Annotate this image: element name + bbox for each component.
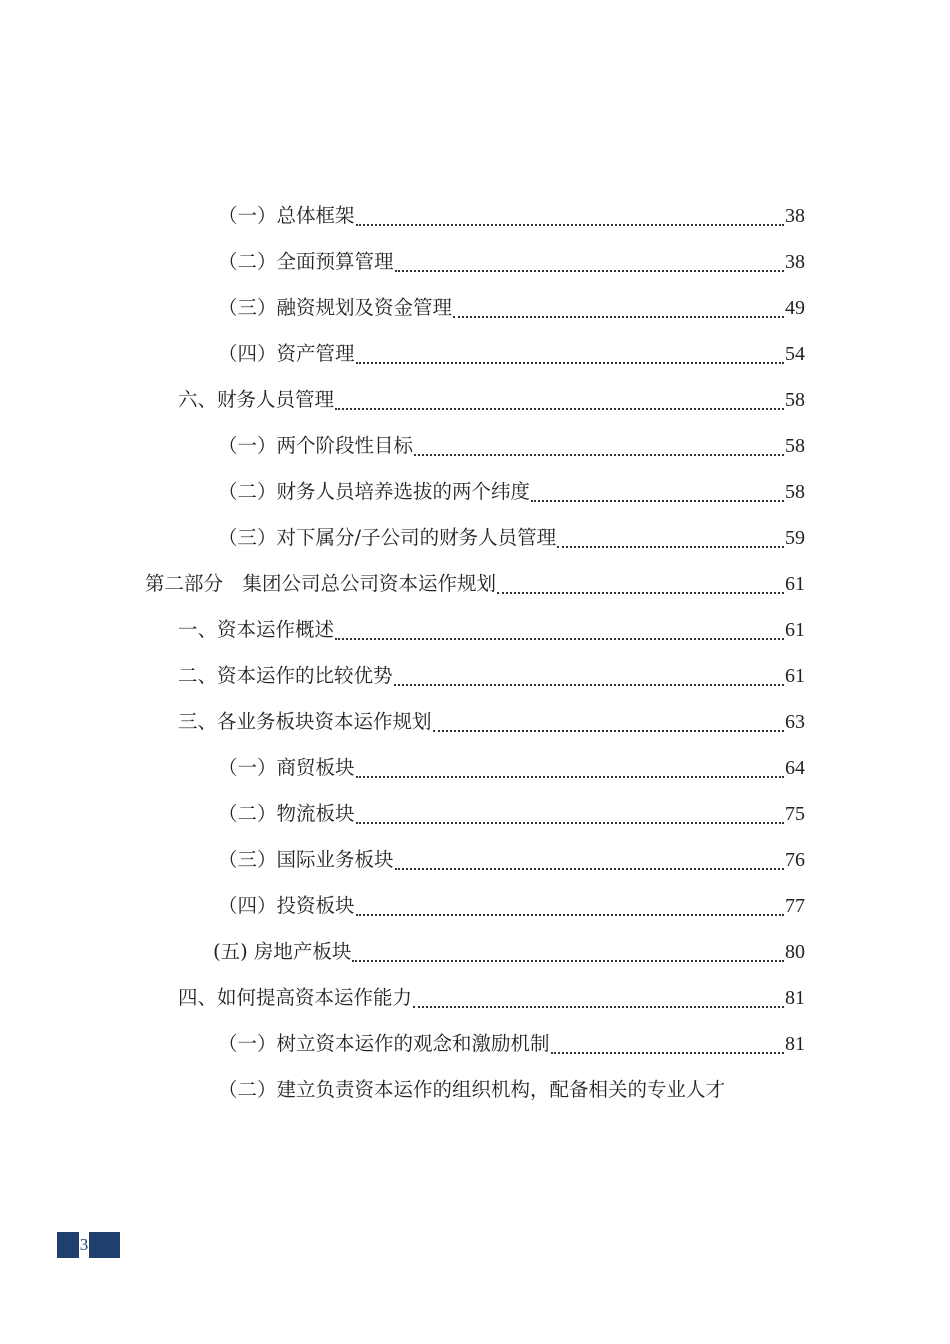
toc-entry-label: （四）投资板块: [218, 894, 355, 917]
toc-entry-label: （四）资产管理: [218, 342, 355, 365]
toc-entry-label: 四、如何提高资本运作能力: [178, 986, 413, 1009]
toc-entry[interactable]: [178, 617, 805, 643]
toc-entry-label: 六、财务人员管理: [178, 388, 335, 411]
toc-entry[interactable]: [218, 893, 805, 919]
toc-entry[interactable]: [218, 1031, 805, 1057]
toc-entry-page: 61: [785, 665, 805, 687]
toc-entry-page: 63: [785, 711, 805, 733]
dot-leader: [497, 591, 784, 594]
toc-entry-label: 第二部分 集团公司总公司资本运作规划: [145, 572, 497, 595]
toc-entry-page: 76: [785, 849, 805, 871]
footer-block-left: [57, 1232, 79, 1258]
toc-entry-page: 64: [785, 757, 805, 779]
toc-entry[interactable]: [218, 433, 805, 459]
toc-entry[interactable]: [178, 387, 805, 413]
dot-leader: [453, 315, 784, 318]
footer-block-right: [89, 1232, 120, 1258]
toc-entry-label: 三、各业务板块资本运作规划: [178, 710, 432, 733]
dot-leader: [356, 361, 784, 364]
toc-entry-label: 二、资本运作的比较优势: [178, 664, 393, 687]
dot-leader: [531, 499, 784, 502]
toc-entry[interactable]: [218, 341, 805, 367]
dot-leader: [433, 729, 784, 732]
dot-leader: [413, 1005, 784, 1008]
page-footer: [57, 1232, 120, 1258]
toc-entry-label: （二）建立负责资本运作的组织机构，配备相关的专业人才: [218, 1078, 726, 1101]
dot-leader: [356, 913, 784, 916]
dot-leader: [356, 223, 784, 226]
toc-entry-label: （二）财务人员培养选拔的两个纬度: [218, 480, 531, 503]
toc-entry[interactable]: [145, 571, 805, 597]
toc-entry-page: 38: [785, 251, 805, 273]
dot-leader: [551, 1051, 784, 1054]
toc-entry-label: （一）总体框架: [218, 204, 355, 227]
toc-entry[interactable]: [178, 709, 805, 735]
toc-entry-page: 81: [785, 987, 805, 1009]
toc-entry[interactable]: [218, 755, 805, 781]
toc-entry-page: 61: [785, 573, 805, 595]
toc-entry-label: （二）全面预算管理: [218, 250, 394, 273]
toc-entry[interactable]: [218, 479, 805, 505]
dot-leader: [335, 637, 784, 640]
dot-leader: [352, 959, 784, 962]
toc-entry-label: （三）融资规划及资金管理: [218, 296, 453, 319]
toc-entry[interactable]: [218, 801, 805, 827]
toc-entry-label: （一）商贸板块: [218, 756, 355, 779]
dot-leader: [335, 407, 784, 410]
toc-entry[interactable]: [218, 525, 805, 551]
dot-leader: [414, 453, 784, 456]
toc-entry-page: 61: [785, 619, 805, 641]
toc-entry-label: （二）物流板块: [218, 802, 355, 825]
toc-entry-page: 75: [785, 803, 805, 825]
toc-entry-page: 58: [785, 435, 805, 457]
toc-entry-label: (五) 房地产板块: [213, 940, 352, 963]
toc-entry-page: 49: [785, 297, 805, 319]
toc-entry-page: 58: [785, 389, 805, 411]
toc-entry[interactable]: [213, 939, 805, 965]
page-number: 3: [79, 1232, 89, 1258]
toc-entry[interactable]: [178, 663, 805, 689]
toc-entry[interactable]: [218, 295, 805, 321]
toc-entry-page: 59: [785, 527, 805, 549]
toc-entry[interactable]: [218, 203, 805, 229]
dot-leader: [395, 269, 784, 272]
toc-entry[interactable]: [218, 1077, 725, 1103]
toc-entry-page: 38: [785, 205, 805, 227]
toc-entry-page: 80: [785, 941, 805, 963]
toc-entry-label: 一、资本运作概述: [178, 618, 335, 641]
toc-entry[interactable]: [218, 249, 805, 275]
toc-entry-page: 58: [785, 481, 805, 503]
dot-leader: [557, 545, 784, 548]
dot-leader: [395, 867, 784, 870]
toc-entry-label: （一）两个阶段性目标: [218, 434, 414, 457]
toc-entry[interactable]: [218, 847, 805, 873]
toc-entry-page: 54: [785, 343, 805, 365]
toc-entry[interactable]: [178, 985, 805, 1011]
dot-leader: [394, 683, 784, 686]
toc-entry-label: （三）对下属分/子公司的财务人员管理: [218, 526, 557, 549]
toc-entry-page: 81: [785, 1033, 805, 1055]
dot-leader: [356, 821, 784, 824]
toc-entry-page: 77: [785, 895, 805, 917]
dot-leader: [356, 775, 784, 778]
toc-entry-label: （三）国际业务板块: [218, 848, 394, 871]
toc-entry-label: （一）树立资本运作的观念和激励机制: [218, 1032, 550, 1055]
